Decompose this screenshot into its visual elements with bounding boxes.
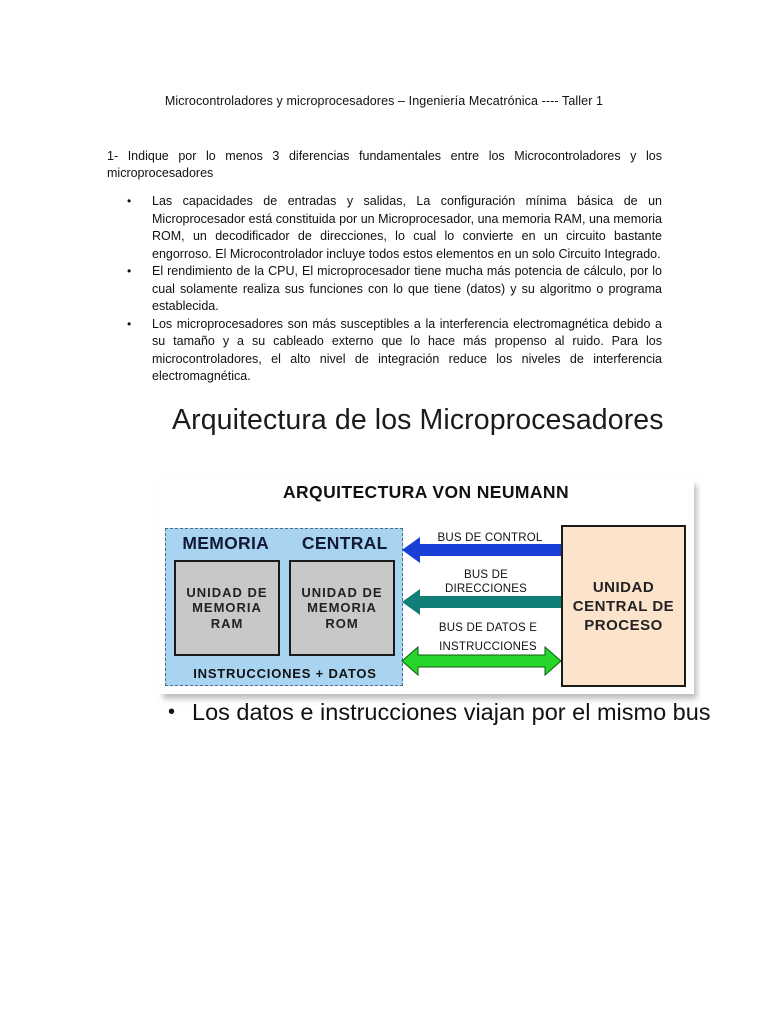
question-1: 1- Indique por lo menos 3 diferencias fundamentales entre los Microcontroladores y los microprocesadores [107,149,662,180]
answer-item [107,193,662,263]
data-bus-label: BUS DE DATOS E INSTRUCCIONES [438,622,538,653]
ram-unit-label: UNIDAD DE MEMORIA RAM [186,584,268,631]
address-bus-label: BUS DE DIRECCIONES [444,569,528,595]
bullet-icon: • [127,316,132,331]
memory-title-left: MEMORIA [182,533,270,553]
slide-bullet-text: Los datos e instrucciones viajan por el mismo bus [192,699,711,725]
document-header: Microcontroladores y microprocesadores – Ingeniería Mecatrónica ---- Taller 1 [164,94,604,108]
control-bus-label: BUS DE CONTROL [437,532,543,544]
slide-title: Arquitectura de los Microprocesadores [172,404,664,436]
answer-text: Los microprocesadores son más susceptibles a la interferencia electromagnética debido a su tamaño y a su cableado externo que lo hace más propenso al ruido. Para los microcontroladores, el alto nivel de integración reduce los niveles de interferencia electromagnética. [152,316,662,383]
bullet-icon: • [127,264,132,278]
rom-unit-label: UNIDAD DE MEMORIA ROM [301,584,383,631]
bullet-icon: • [127,194,132,208]
answer-text: El rendimiento de la CPU, El microprocesador tiene mucha más potencia de cálculo, por lo cual solamente realiza sus funciones con lo que tiene (datos) y su algoritmo o programa establecida. [152,264,662,313]
bullet-icon: • [168,701,176,723]
answer-item [107,263,662,316]
cpu-box [561,525,686,687]
cpu-label: UNIDAD CENTRAL DE PROCESO [572,578,675,634]
answer-list [107,193,662,386]
answer-text: Las capacidades de entradas y salidas, La configuración mínima básica de un Microprocesador está constituida por un Microprocesador, una memoria RAM, una memoria ROM, un decodificador de direcciones, lo cual lo convierte en un circuito bastante engorroso. El Microcontrolador incluye todos estos elementos en un solo Circuito Integrado. [152,194,662,261]
diagram-title: ARQUITECTURA VON NEUMANN [282,482,570,502]
memory-footer: INSTRUCCIONES + DATOS [193,666,377,681]
memory-title-right: CENTRAL [301,533,388,553]
answer-item [107,316,662,386]
von-neumann-diagram [158,480,694,694]
